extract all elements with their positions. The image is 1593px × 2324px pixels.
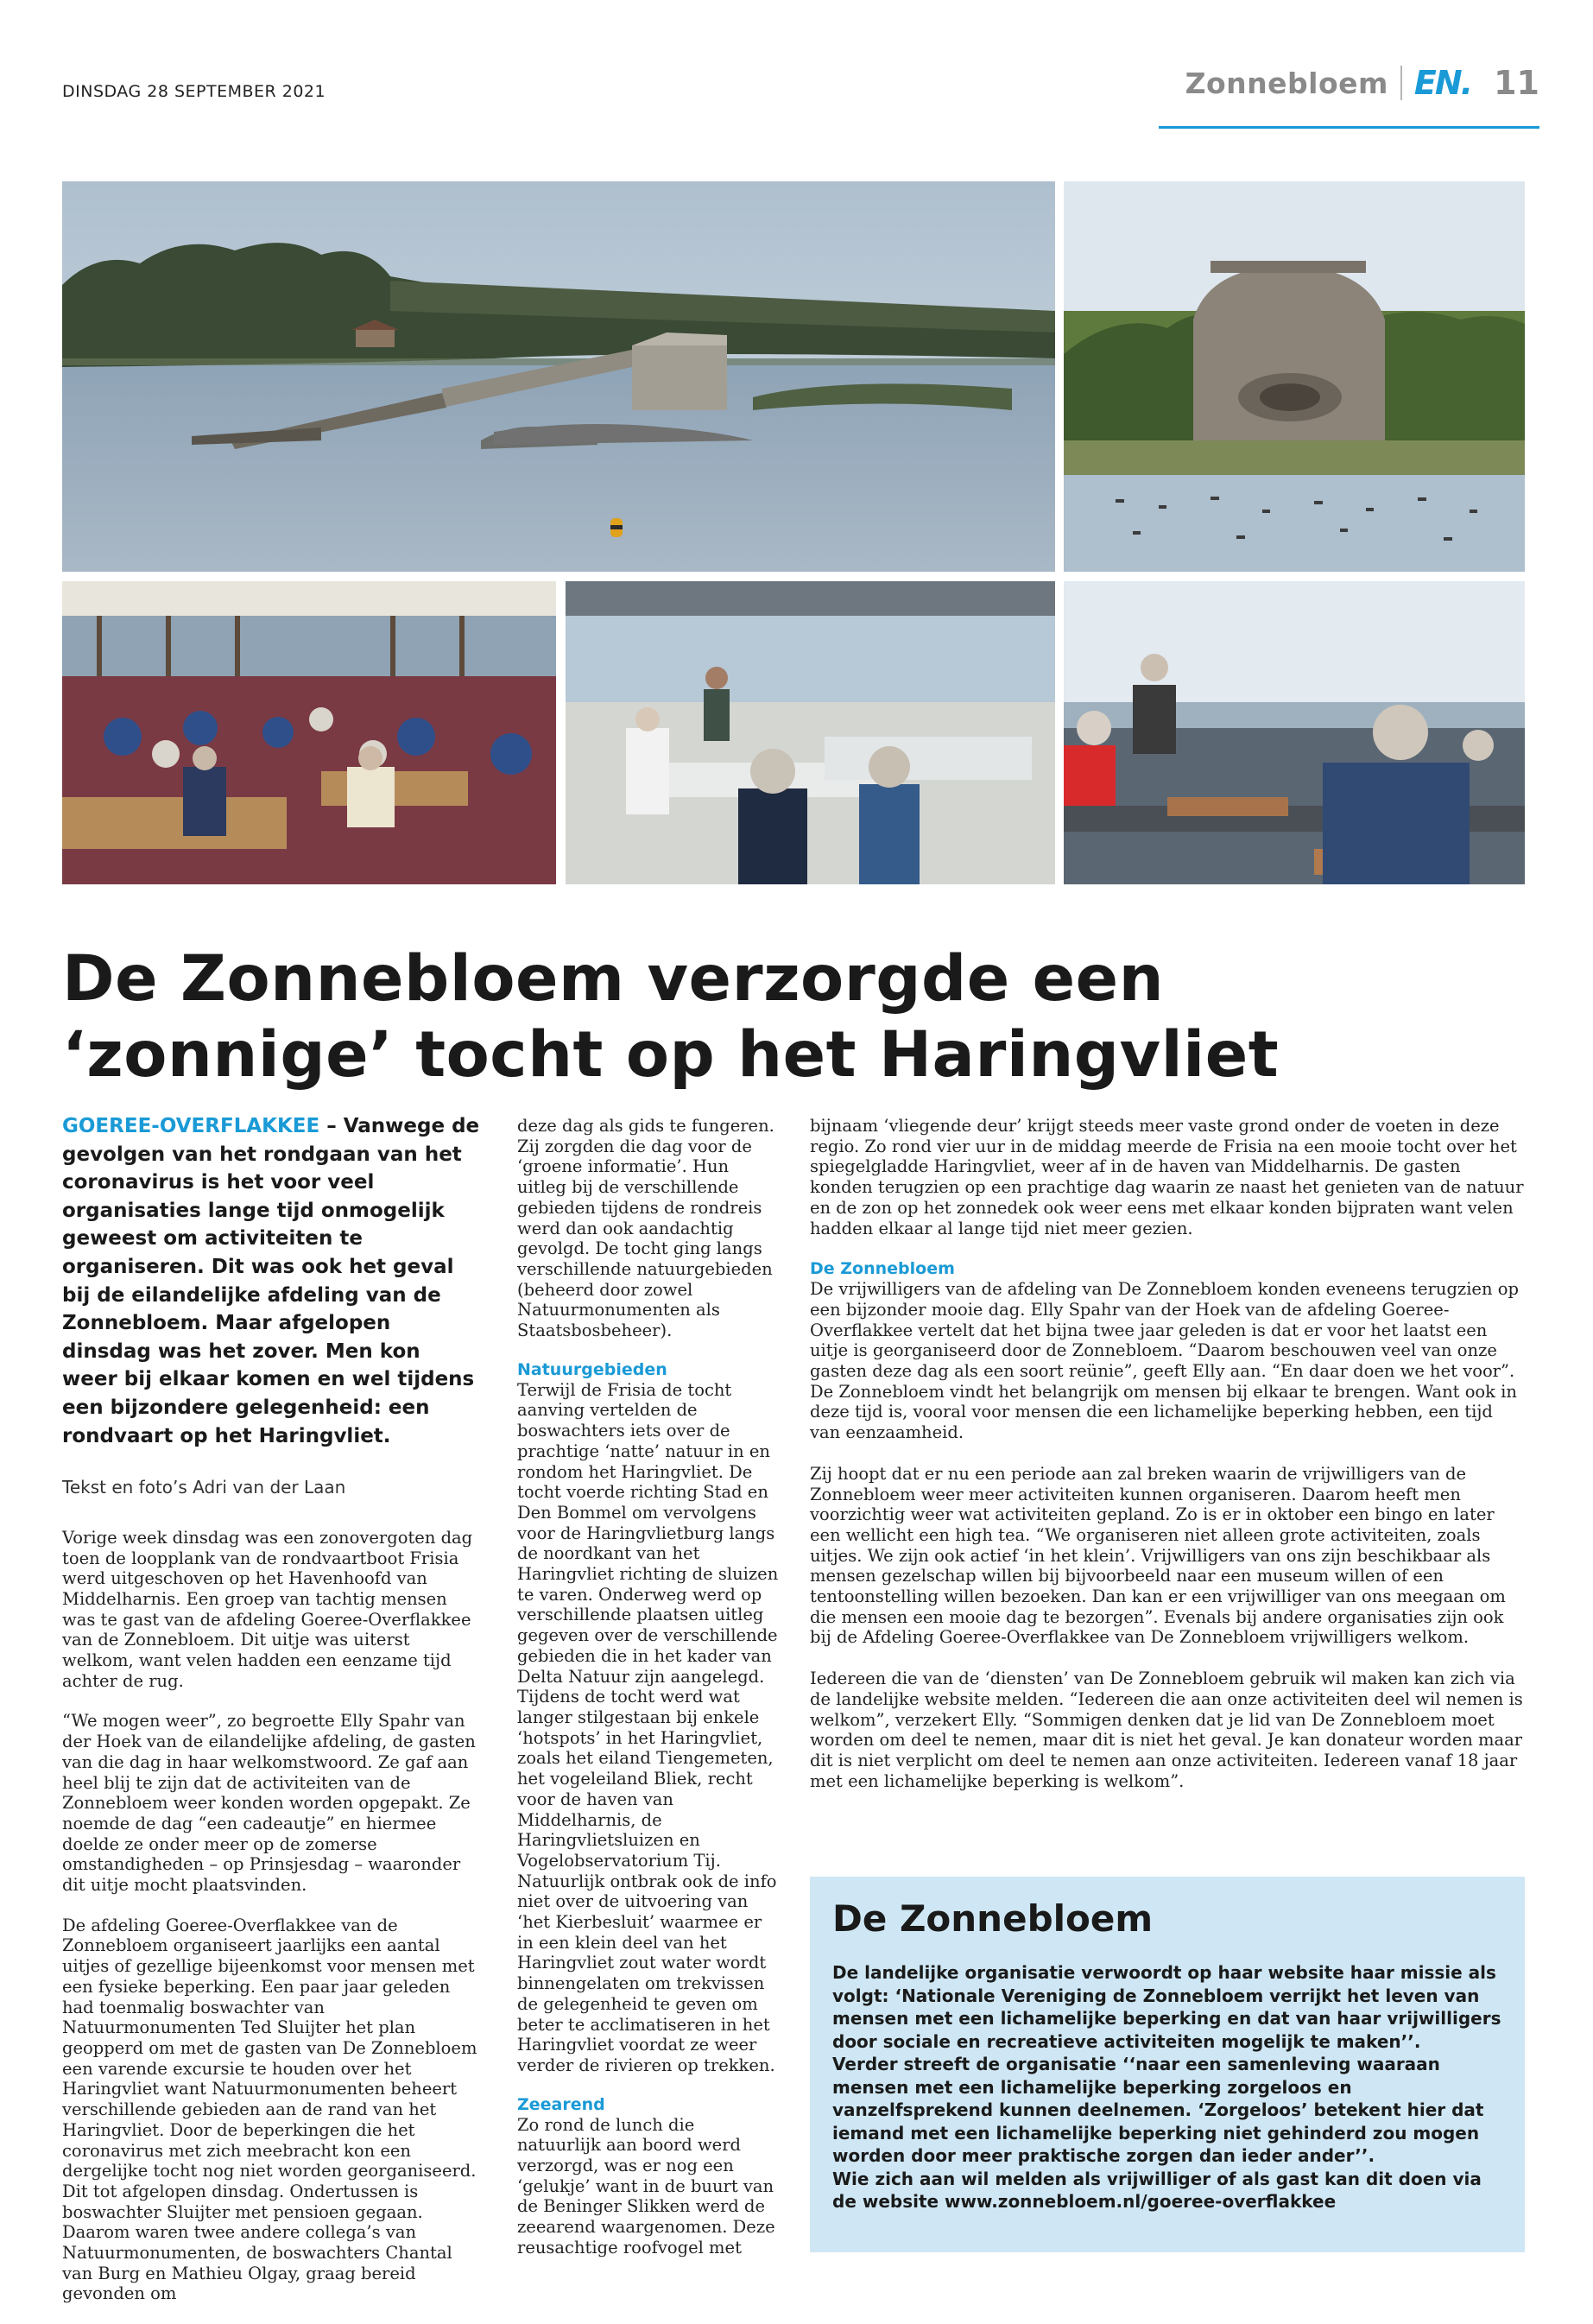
photo-haringvliet-jetty xyxy=(62,181,1055,572)
section-name: Zonnebloem xyxy=(1185,66,1388,100)
info-box xyxy=(810,1877,1525,2252)
col1-paragraph-1: Vorige week dinsdag was een zonovergoten dag toen de loopplank van de rondvaartboot Frisia werd uitgeschoven op het Havenhoofd van Middelharnis. Een groep van tachtig mensen was te gast van de afdeling Goeree-Overflakkee van de Zonnebloem. Dit uitje was uiterst welkom, want velen hadden een eenzame tijd achter de rug. xyxy=(62,1527,473,1691)
page-header-right xyxy=(1185,60,1539,105)
headline-line-2: ‘zonnige’ tocht op het Haringvliet xyxy=(62,1018,1280,1092)
subhead-de-zonnebloem: De Zonnebloem xyxy=(810,1259,955,1279)
page-number: 11 xyxy=(1494,64,1539,102)
article-intro xyxy=(62,1112,482,1450)
subhead-natuurgebieden: Natuurgebieden xyxy=(517,1359,667,1379)
info-box-mission: De landelijke organisatie verwoordt op haar website haar missie als volgt: ‘Nationale Vereniging de Zonnebloem verrijkt het leven van mensen met een lichamelijke beperking en dat van haar vrijwilligers door sociale en recreatieve activiteiten mogelijk te maken’’. xyxy=(832,1962,1501,2052)
article-column-2 xyxy=(517,1116,783,2277)
photo-bird-observatory xyxy=(1064,181,1525,572)
article-column-3 xyxy=(810,1116,1527,1812)
col2-paragraph-3: Zo rond de lunch die natuurlijk aan boord werd verzorgd, was er nog een ‘gelukje’ want in de buurt van de Beninger Slikken werd de zeearend waargenomen. Deze reusachtige roofvogel met xyxy=(517,2114,775,2258)
photo-deck-guides xyxy=(566,581,1055,884)
info-box-goal: Verder streeft de organisatie ‘‘naar een samenleving waaraan mensen met een lichamelijke beperking zorgeloos en vanzelfsprekend kunnen deelnemen. ‘Zorgeloos’ betekent hier dat iemand met een lichamelijke beperking niet gehinderd zou mogen worden door meer praktische zorgen dan ieder ander’’. xyxy=(832,2054,1484,2166)
col3-paragraph-1: bijnaam ‘vliegende deur’ krijgt steeds meer vaste grond onder de voeten in deze regio. Zo rond vier uur in de middag meerde de Frisia na een mooie tocht over het spiegelgladde Haringvliet, weer af in de haven van Middelharnis. De gasten konden terugzien op een prachtige dag waarin ze naast het genieten van de natuur en de zon op het zonnedek ook weer eens met elkaar konden bijpraten want velen hadden elkaar al lange tijd niet meer gezien. xyxy=(810,1116,1524,1238)
photo-boat-interior xyxy=(62,581,556,884)
col3-paragraph-4: Iedereen die van de ‘diensten’ van De Zonnebloem gebruik wil maken kan zich via de landelijke website melden. “Iedereen die aan onze activiteiten deel wil nemen is welkom”, verzekert Elly. “Sommigen denken dat je lid van De Zonnebloem moet worden om deel te nemen, maar dit is niet het geval. Je kan donateur worden maar dit is niet verplicht om deel te nemen aan onze activiteiten. Iedereen vanaf 18 jaar met een lichamelijke beperking is welkom”. xyxy=(810,1669,1523,1791)
col2-paragraph-2: Terwijl de Frisia de tocht aanving vertelden de boswachters iets over de prachtige ‘natte’ natuur in en rondom het Haringvliet. De tocht voerde richting Stad en Den Bommel om vervolgens voor de Haringvlietburg langs de noordkant van het Haringvliet richting de sluizen te varen. Onderweg werd op verschillende plaatsen uitleg gegeven over de verschillende gebieden die in het kader van Delta Natuur zijn aangelegd. Tijdens de tocht werd wat langer stilgestaan bij enkele ‘hotspots’ in het Haringvliet, zoals het eiland Tiengemeten, het vogeleiland Bliek, recht voor de haven van Middelharnis, de Haringvlietsluizen en Vogelobservatorium Tij. Natuurlijk ontbrak ook de info niet over de uitvoering van ‘het Kierbesluit’ waarmee er in een klein deel van het Haringvliet zout water wordt binnengelaten om trekvissen de gelegenheid te geven om beter te acclimatiseren in het Haringvliet voordat ze weer verder de rivieren op trekken. xyxy=(517,1379,779,2075)
intro-text: – Vanwege de gevolgen van het rondgaan van het coronavirus is het voor veel organisaties lange tijd onmogelijk geweest om activiteiten te organiseren. Dit was ook het geval bij de eilandelijke afdeling van de Zonnebloem. Maar afgelopen dinsdag was het zover. Men kon weer bij elkaar komen en wel tijdens een bijzondere gelegenheid: een rondvaart op het Haringvliet. xyxy=(62,1115,480,1447)
info-box-body xyxy=(832,1961,1506,2213)
article-column-1 xyxy=(62,1112,482,2324)
dateline: GOEREE-OVERFLAKKEE xyxy=(62,1115,320,1137)
col1-paragraph-3: De afdeling Goeree-Overflakkee van de Zonnebloem organiseert jaarlijks een aantal uitjes of gezellige bijeenkomst voor mensen met een fysieke beperking. Een paar jaar geleden had toenmalig boswachter van Natuurmonumenten Ted Sluijter het plan geopperd om met de gasten van De Zonnebloem een varende excursie te houden over het Haringvliet want Natuurmonumenten beheert verschillende gebieden aan de rand van het Haringvliet. Door de beperkingen die het coronavirus met zich meebracht kon een dergelijke tocht nog niet worden georganiseerd. Dit tot afgelopen dinsdag. Ondertussen is boswachter Sluijter met pensioen gegaan. Daarom waren twee andere collega’s van Natuurmonumenten, de boswachters Chantal van Burg en Mathieu Olgay, graag bereid gevonden om xyxy=(62,1915,477,2304)
photo-credit: Tekst en foto’s Adri van der Laan xyxy=(62,1477,346,1498)
col3-paragraph-3: Zij hoopt dat er nu een periode aan zal breken waarin de vrijwilligers van de Zonnebloem weer meer activiteiten kunnen organiseren. Daarom heeft men voorzichtig weer wat activiteiten gepland. Zo is er in oktober een bingo en later een wellicht een high tea. “We organiseren niet alleen grote activiteiten, zoals uitjes. We zijn ook actief ‘in het klein’. Vrijwilligers van ons zijn beschikbaar als mensen gezelschap willen bij bijvoorbeeld naar een museum willen of een tentoonstelling willen bezoeken. Dan kan er een vrijwilliger van ons meegaan om die mensen een mooie dag te bezorgen”. Evenals bij andere organisaties zijn ook bij de Afdeling Goeree-Overflakkee van De Zonnebloem vrijwilligers welkom. xyxy=(810,1463,1506,1648)
header-rule xyxy=(1159,126,1539,129)
en-logo: EN. xyxy=(1413,64,1472,102)
col3-paragraph-2: De vrijwilligers van de afdeling van De Zonnebloem konden eveneens terugzien op een bijzonder mooie dag. Elly Spahr van der Hoek van de afdeling Goeree-Overflakkee vertelt dat het bijna twee jaar geleden is dat er voor het laatst een uitje is georganiseerd door de Zonnebloem. “Daarom beschouwen veel van onze gasten deze dag als een soort reünie”, geeft Elly aan. “En daar doen we het voor”. De Zonnebloem vindt het belangrijk om mensen bij elkaar te brengen. Want ook in deze tijd is, vooral voor mensen die een lichamelijke beperking hebben, een tijd van eenzaamheid. xyxy=(810,1279,1519,1443)
headline xyxy=(62,941,1547,1093)
subhead-zeearend: Zeearend xyxy=(517,2094,605,2114)
col1-paragraph-2: “We mogen weer”, zo begroette Elly Spahr van der Hoek van de eilandelijke afdeling, de gasten van die dag in haar welkomstwoord. Ze gaf aan heel blij te zijn dat de activiteiten van de Zonnebloem weer konden worden opgepakt. Ze noemde de dag “een cadeautje” en hiermee doelde ze onder meer op de zomerse omstandigheden – op Prinsjesdag – waaronder dit uitje mocht plaatsvinden. xyxy=(62,1711,476,1896)
info-box-title: De Zonnebloem xyxy=(832,1897,1154,1940)
photo-deck-passengers xyxy=(1064,581,1525,884)
col2-paragraph-1: deze dag als gids te fungeren. Zij zorgden die dag voor de ‘groene informatie’. Hun uitleg bij de verschillende gebieden tijdens de rondreis werd dan ook aandachtig gevolgd. De tocht ging langs verschillende natuurgebieden (beheerd door zowel Natuurmonumenten als Staatsbosbeheer). xyxy=(517,1116,774,1341)
info-box-signup: Wie zich aan wil melden als vrijwilliger of als gast kan dit doen via de website www.zonnebloem.nl/goeree-overflakkee xyxy=(832,2168,1482,2212)
issue-date: DINSDAG 28 SEPTEMBER 2021 xyxy=(62,82,326,101)
header-divider xyxy=(1400,66,1402,100)
headline-line-1: De Zonnebloem verzorgde een xyxy=(62,942,1165,1016)
